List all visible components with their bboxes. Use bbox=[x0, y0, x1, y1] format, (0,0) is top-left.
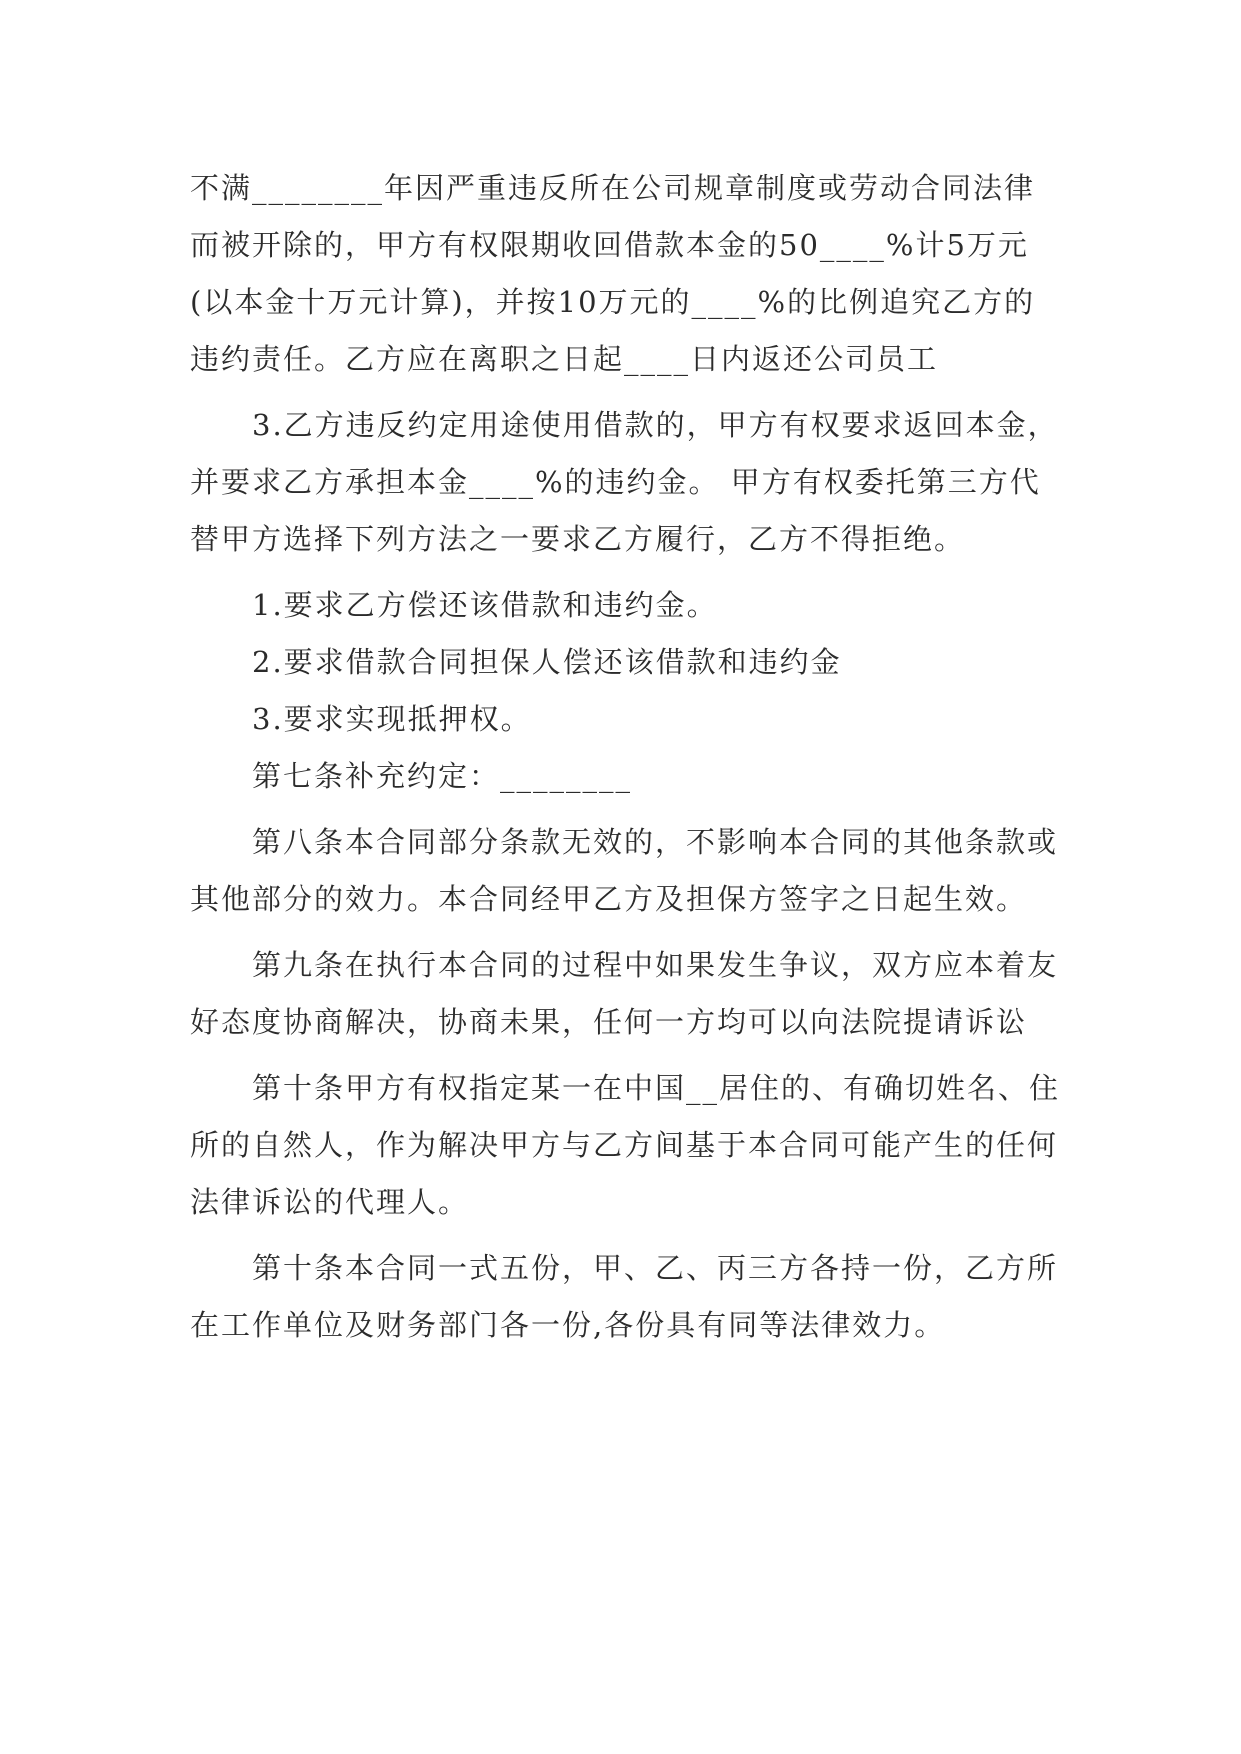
document-body bbox=[190, 160, 1060, 1363]
article-ten-agent: 第十条甲方有权指定某一在中国__居住的、有确切姓名、住所的自然人，作为解决甲方与乙方间基于本合同可能产生的任何法律诉讼的代理人。 bbox=[190, 1071, 1061, 1219]
article-eight: 第八条本合同部分条款无效的，不影响本合同的其他条款或其他部分的效力。本合同经甲乙方及担保方签字之日起生效。 bbox=[190, 825, 1059, 916]
list-item-repay: 1.要求乙方偿还该借款和违约金。 bbox=[252, 588, 718, 622]
article-nine: 第九条在执行本合同的过程中如果发生争议，双方应本着友好态度协商解决，协商未果，任何一方均可以向法院提请诉讼 bbox=[190, 948, 1059, 1039]
article-ten-copies: 第十条本合同一式五份，甲、乙、丙三方各持一份，乙方所在工作单位及财务部门各一份,各份具有同等法律效力。 bbox=[190, 1251, 1059, 1342]
article-seven: 第七条补充约定：________ bbox=[252, 759, 633, 793]
list-item-mortgage: 3.要求实现抵押权。 bbox=[252, 702, 532, 736]
list-item-guarantor: 2.要求借款合同担保人偿还该借款和违约金 bbox=[252, 645, 842, 679]
paragraph-misuse-clause: 3.乙方违反约定用途使用借款的，甲方有权要求返回本金，并要求乙方承担本金____%的违约金。 甲方有权委托第三方代替甲方选择下列方法之一要求乙方履行，乙方不得拒绝。 bbox=[190, 408, 1059, 556]
paragraph-dismissal-clause: 不满________年因严重违反所在公司规章制度或劳动合同法律而被开除的，甲方有权限期收回借款本金的50____%计5万元(以本金十万元计算)，并按10万元的____%的比例追究乙方的违约责任。乙方应在离职之日起____日内返还公司员工 bbox=[190, 171, 1036, 376]
